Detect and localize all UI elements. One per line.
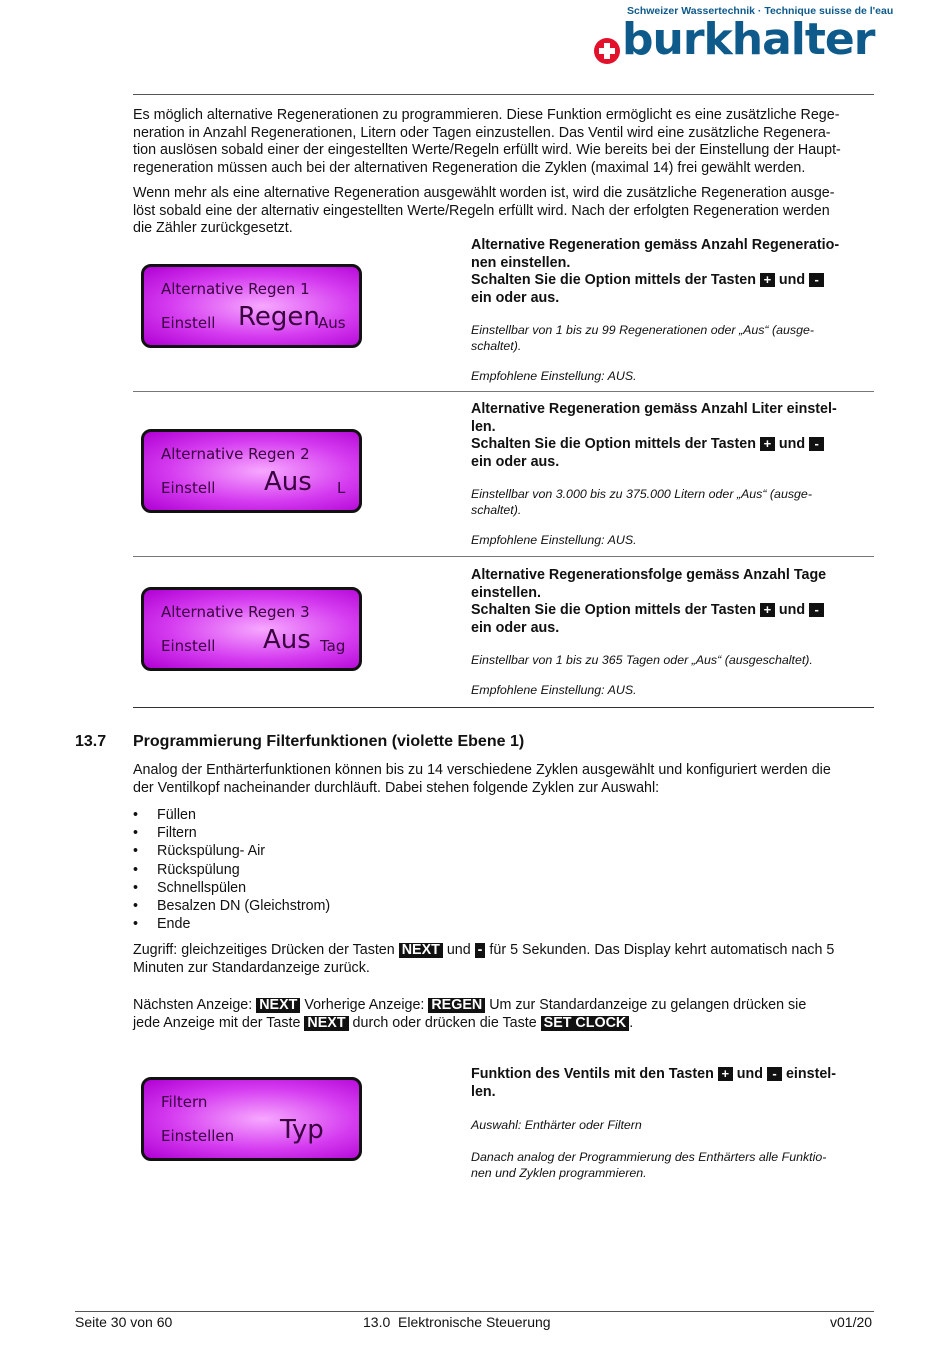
footer-rule: [75, 1311, 874, 1312]
lcd-label: Einstell: [161, 314, 216, 332]
minus-key: -: [809, 603, 824, 617]
filter-title: Funktion des Ventils mit den Tasten + und - einstel- len.: [471, 1066, 837, 1100]
swiss-cross-icon: [594, 38, 620, 64]
next-key: NEXT: [256, 998, 300, 1013]
minus-key: -: [767, 1067, 782, 1081]
list-item: • Rückspülung- Air: [133, 842, 330, 860]
lcd-display-filter-type: [141, 1077, 362, 1161]
header-tagline: Schweizer Wassertechnik · Technique suisse de l'eau: [627, 5, 894, 17]
list-item: • Ende: [133, 915, 330, 933]
access-paragraph: Zugriff: gleichzeitiges Drücken der Tasten NEXT und - für 5 Sekunden. Das Display kehrt automatisch nach 5 Minuten zur Standardanzeige zurück.: [133, 942, 835, 976]
regen-key: REGEN: [428, 998, 485, 1013]
lcd-unit: Tag: [320, 637, 346, 655]
row-instruction: Schalten Sie die Option mittels der Tasten + und - ein oder aus.: [471, 602, 871, 637]
lcd-line1: Alternative Regen 1: [161, 280, 310, 298]
filter-note: Danach analog der Programmierung des Enthärters alle Funktio- nen und Zyklen programmieren.: [471, 1150, 827, 1180]
set-clock-key: SET CLOCK: [541, 1016, 630, 1031]
plus-key: +: [760, 603, 775, 617]
lcd-display-alt-regen-3: [141, 587, 362, 671]
lcd-label: Einstellen: [161, 1127, 235, 1145]
next-key: NEXT: [304, 1016, 348, 1031]
row-range: Einstellbar von 1 bis zu 99 Regenerationen oder „Aus“ (ausge- schaltet).: [471, 323, 815, 353]
minus-key: -: [809, 437, 824, 451]
row-range: Einstellbar von 1 bis zu 365 Tagen oder „Aus“ (ausgeschaltet).: [471, 653, 813, 667]
lcd-line1: Alternative Regen 3: [161, 603, 310, 621]
brand-logo: [594, 14, 884, 68]
footer-page: Seite 30 von 60: [75, 1314, 173, 1330]
row-title: Alternative Regeneration gemäss Anzahl Liter einstel- len.: [471, 401, 837, 435]
list-item: • Besalzen DN (Gleichstrom): [133, 897, 330, 915]
lcd-display-alt-regen-1: [141, 264, 362, 348]
brand-name: burkhalter: [622, 14, 875, 65]
lcd-line1: Filtern: [161, 1093, 208, 1111]
lcd-line1: Alternative Regen 2: [161, 445, 310, 463]
row-title: Alternative Regenerationsfolge gemäss Anzahl Tage einstellen.: [471, 567, 827, 601]
lcd-value: Aus: [263, 625, 311, 655]
plus-key: +: [760, 273, 775, 287]
list-item: • Schnellspülen: [133, 879, 330, 897]
lcd-value: Typ: [280, 1115, 324, 1145]
section-title: Programmierung Filterfunktionen (violette Ebene 1): [133, 733, 525, 750]
lcd-display-alt-regen-2: [141, 429, 362, 513]
row-instruction: Schalten Sie die Option mittels der Tasten + und - ein oder aus.: [471, 272, 871, 307]
cycle-list: [133, 806, 330, 933]
row-title: Alternative Regeneration gemäss Anzahl Regeneratio- nen einstellen.: [471, 237, 840, 271]
divider: [133, 707, 874, 708]
header-rule: [133, 94, 874, 95]
list-item: • Füllen: [133, 806, 330, 824]
next-key: NEXT: [399, 943, 443, 958]
lcd-unit: L: [337, 479, 346, 497]
footer-chapter: 13.0 Elektronische Steuerung: [363, 1314, 551, 1330]
footer-version: v01/20: [830, 1314, 873, 1330]
filter-choice: Auswahl: Enthärter oder Filtern: [471, 1118, 642, 1132]
row-3-text: [471, 567, 871, 698]
lcd-value: Aus: [264, 467, 312, 497]
list-item: • Filtern: [133, 824, 330, 842]
row-recommend: Empfohlene Einstellung: AUS.: [471, 533, 637, 547]
plus-key: +: [718, 1067, 733, 1081]
row-recommend: Empfohlene Einstellung: AUS.: [471, 683, 637, 697]
row-range: Einstellbar von 3.000 bis zu 375.000 Litern oder „Aus“ (ausge- schaltet).: [471, 487, 812, 517]
divider: [133, 556, 874, 557]
minus-key: -: [475, 943, 486, 958]
row-instruction: Schalten Sie die Option mittels der Tasten + und - ein oder aus.: [471, 436, 871, 471]
divider: [133, 391, 874, 392]
lcd-label: Einstell: [161, 637, 216, 655]
list-item: • Rückspülung: [133, 861, 330, 879]
section-number: 13.7: [75, 733, 107, 750]
lcd-value: Regen: [238, 302, 320, 332]
lcd-unit: Aus: [318, 314, 346, 332]
navigation-paragraph: Nächsten Anzeige: NEXT Vorherige Anzeige: REGEN Um zur Standardanzeige zu gelangen drücken sie jede Anzeige mit der Taste NEXT durch oder drücken die Taste SET CLOCK .: [133, 997, 807, 1031]
section-intro: Analog der Enthärterfunktionen können bis zu 14 verschiedene Zyklen ausgewählt und konfiguriert werden die der Ventilkopf nacheinander durchläuft. Dabei stehen folgende Zyklen zur Auswahl:: [133, 762, 831, 796]
row-1-text: [471, 237, 871, 384]
intro-paragraph-1: Es möglich alternative Regenerationen zu programmieren. Diese Funktion ermöglicht es eine zusätzliche Rege- neration in Anzahl Regenerationen, Litern oder Tagen einzustellen. Das Ventil wird eine zusätzliche Regenera- tion auslösen sobald einer der eingestellten Werte/Regeln erfüllt wird. Wie bereits bei der Einstellung der Haupt- regeneration müssen auch bei der alternativen Regeneration die Zyklen (maximal 14) frei gewählt werden.: [133, 107, 841, 176]
minus-key: -: [809, 273, 824, 287]
filter-row-text: [471, 1066, 871, 1181]
plus-key: +: [760, 437, 775, 451]
row-recommend: Empfohlene Einstellung: AUS.: [471, 369, 637, 383]
row-2-text: [471, 401, 871, 548]
intro-paragraph-2: Wenn mehr als eine alternative Regeneration ausgewählt worden ist, wird die zusätzliche Regeneration ausge- löst sobald eine der alternativ eingestellten Werte/Regeln erfüllt wird. Nach der erfolgten Regeneration werden die Zähler zurückgesetzt.: [133, 185, 835, 236]
lcd-label: Einstell: [161, 479, 216, 497]
